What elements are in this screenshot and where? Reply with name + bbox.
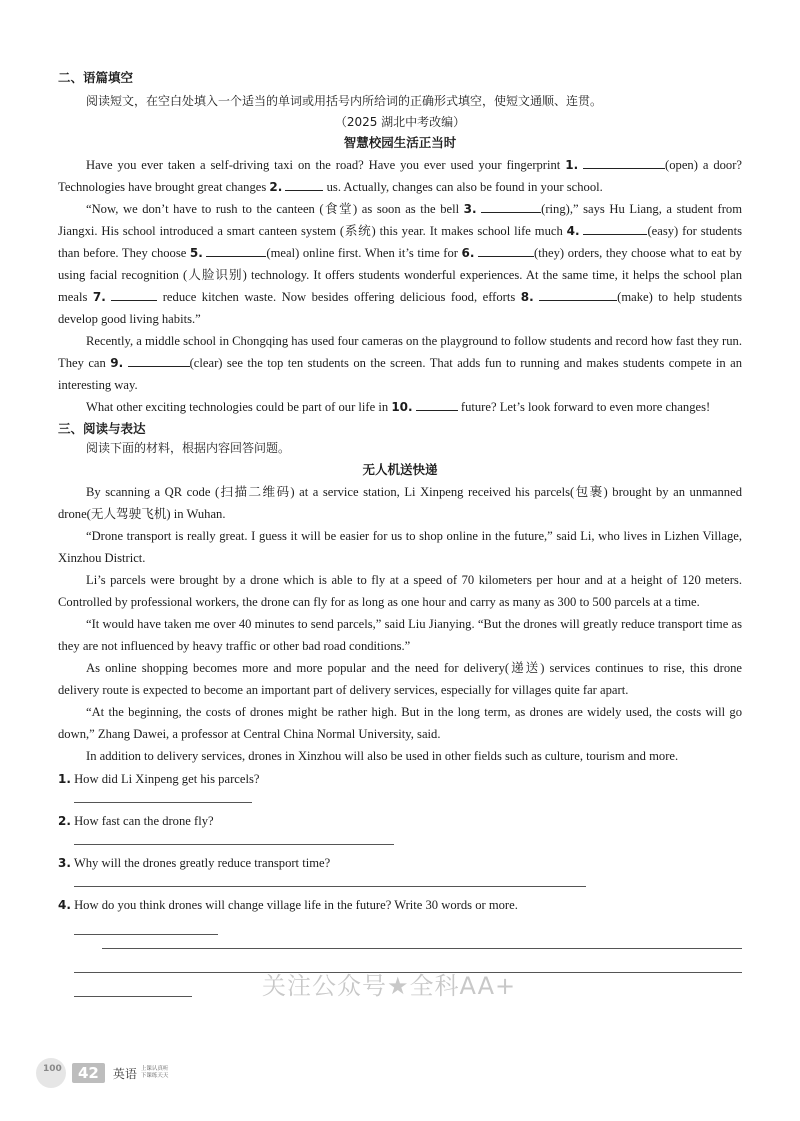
reading-paragraph: In addition to delivery services, drones in Xinzhou will also be used in other fields such as culture, tourism and more. — [86, 749, 679, 763]
question-number: 3. — [58, 856, 71, 870]
cloze-text: (clear) see the top ten students on the screen. That adds fun to running and makes students compete in an interesting way. — [58, 356, 742, 392]
question-text: How do you think drones will change village life in the future? Write 30 words or more. — [70, 898, 518, 912]
blank-8[interactable] — [539, 288, 617, 301]
answer-line-4b[interactable] — [102, 947, 742, 949]
passage-title-drone-delivery: 无人机送快递 — [362, 462, 438, 477]
badge-text: 100 — [43, 1064, 62, 1074]
answer-line-3[interactable] — [74, 885, 586, 887]
blank-2[interactable] — [285, 178, 323, 191]
cloze-text: future? Let’s look forward to even more changes! — [457, 400, 711, 414]
cloze-text: What other exciting technologies could be part of our life in — [86, 400, 392, 414]
cloze-text: us. Actually, changes can also be found in your school. — [323, 180, 603, 194]
cloze-text: reduce kitchen waste. Now besides offering delicious food, efforts — [157, 290, 521, 304]
reading-paragraph: Li’s parcels were brought by a drone which is able to fly at a speed of 70 kilometers per hour and at a height of 120 meters. Controlled by professional workers, the drone can fly for as long as one hour and carry as many as 300 to 500 parcels at a time. — [58, 573, 742, 609]
question-number: 1. — [58, 772, 71, 786]
blank-3[interactable] — [481, 200, 541, 213]
blank-number: 10. — [391, 400, 413, 414]
cloze-text: Have you ever taken a self-driving taxi on the road? Have you ever used your fingerprint — [86, 158, 566, 172]
question-text: How did Li Xinpeng get his parcels? — [70, 772, 260, 786]
cloze-text: Recently, a middle school in Chongqing has used four cameras on the playground to follow students and record how fast they run. They can — [58, 334, 742, 370]
blank-number: 8. — [520, 290, 534, 304]
cloze-paragraph-1 — [58, 154, 742, 198]
cloze-text: (make) to help students develop good living habits.” — [58, 290, 742, 326]
answer-line-1[interactable] — [74, 801, 252, 803]
worksheet-page — [58, 58, 742, 997]
motto-line: 下课练天天 — [140, 1073, 169, 1079]
page-number: 42 — [72, 1063, 105, 1083]
blank-6[interactable] — [478, 244, 534, 257]
cloze-paragraph-4 — [58, 396, 742, 418]
subject-label: 英语 — [112, 1066, 137, 1081]
blank-4[interactable] — [583, 222, 647, 235]
cloze-text: (meal) online first. When it’s time for — [266, 246, 462, 260]
blank-7[interactable] — [111, 288, 157, 301]
blank-number: 4. — [566, 224, 580, 238]
question-text: Why will the drones greatly reduce transport time? — [70, 856, 331, 870]
blank-5[interactable] — [206, 244, 266, 257]
blank-number: 9. — [110, 356, 124, 370]
reading-paragraph: As online shopping becomes more and more popular and the need for delivery(递送) services continues to rise, this drone delivery route is expected to become an important part of delivery services, especially for villages quite far apart. — [58, 661, 742, 697]
cloze-text: “Now, we don’t have to rush to the canteen (食堂) as soon as the bell — [86, 202, 464, 216]
question-2 — [58, 811, 742, 831]
question-3 — [58, 853, 742, 873]
section2-instruction: 阅读短文，在空白处填入一个适当的单词或用括号内所给词的正确形式填空，使短文通顺、连贯。 — [86, 94, 603, 108]
reading-paragraph: “Drone transport is really great. I guess it will be easier for us to shop online in the future,” said Li, who lives in Lizhen Village, Xinzhou District. — [58, 529, 742, 565]
answer-line-4d[interactable] — [74, 995, 192, 997]
blank-number: 2. — [269, 180, 283, 194]
blank-9[interactable] — [128, 354, 190, 367]
motto-line: 上课认真听 — [140, 1066, 169, 1072]
blank-number: 3. — [463, 202, 477, 216]
reading-paragraph: “It would have taken me over 40 minutes to send parcels,” said Liu Jianying. “But the drones will greatly reduce transport time as they are not influenced by heavy traffic or other bad road conditions.” — [58, 617, 742, 653]
passage-title-smart-campus: 智慧校园生活正当时 — [343, 135, 457, 150]
cloze-text: (easy) for students than before. They choose — [58, 224, 742, 260]
blank-10[interactable] — [416, 398, 458, 411]
question-text: How fast can the drone fly? — [70, 814, 214, 828]
cloze-text: (open) a door? Technologies have brought great changes — [58, 158, 742, 194]
question-number: 4. — [58, 898, 71, 912]
badge-icon — [36, 1058, 66, 1088]
footer-motto — [141, 1066, 169, 1080]
question-1 — [58, 769, 742, 789]
cloze-paragraph-2 — [58, 198, 742, 330]
blank-1[interactable] — [583, 156, 665, 169]
question-4 — [58, 895, 742, 915]
question-number: 2. — [58, 814, 71, 828]
section3-title: 三、阅读与表达 — [58, 421, 146, 436]
passage-source: （2025 湖北中考改编） — [334, 115, 466, 129]
cloze-text: (they) orders, they choose what to eat by using facial recognition (人脸识别) technology. It offers students wonderful experiences. At the same time, it helps the school plan meals — [58, 246, 742, 304]
answer-line-2[interactable] — [74, 843, 394, 845]
answer-line-4a[interactable] — [74, 933, 218, 935]
watermark: 关注公众号★全科AA+ — [262, 972, 517, 1000]
blank-number: 6. — [461, 246, 475, 260]
section2-title: 二、语篇填空 — [58, 70, 134, 85]
cloze-paragraph-3 — [58, 330, 742, 396]
blank-number: 7. — [92, 290, 106, 304]
cloze-text: (ring),” says Hu Liang, a student from Jiangxi. His school introduced a smart canteen system (系统) this year. It makes school life much — [58, 202, 743, 238]
reading-paragraph: By scanning a QR code (扫描二维码) at a service station, Li Xinpeng received his parcels(包裹) brought by an unmanned drone(无人驾驶飞机) in Wuhan. — [58, 485, 742, 521]
blank-number: 1. — [565, 158, 579, 172]
page-footer — [36, 1058, 168, 1088]
reading-paragraph: “At the beginning, the costs of drones might be rather high. But in the long term, as drones are widely used, the costs will go down,” Zhang Dawei, a professor at Central China Normal University, said. — [58, 705, 742, 741]
section3-instruction: 阅读下面的材料，根据内容回答问题。 — [86, 441, 291, 455]
blank-number: 5. — [189, 246, 203, 260]
